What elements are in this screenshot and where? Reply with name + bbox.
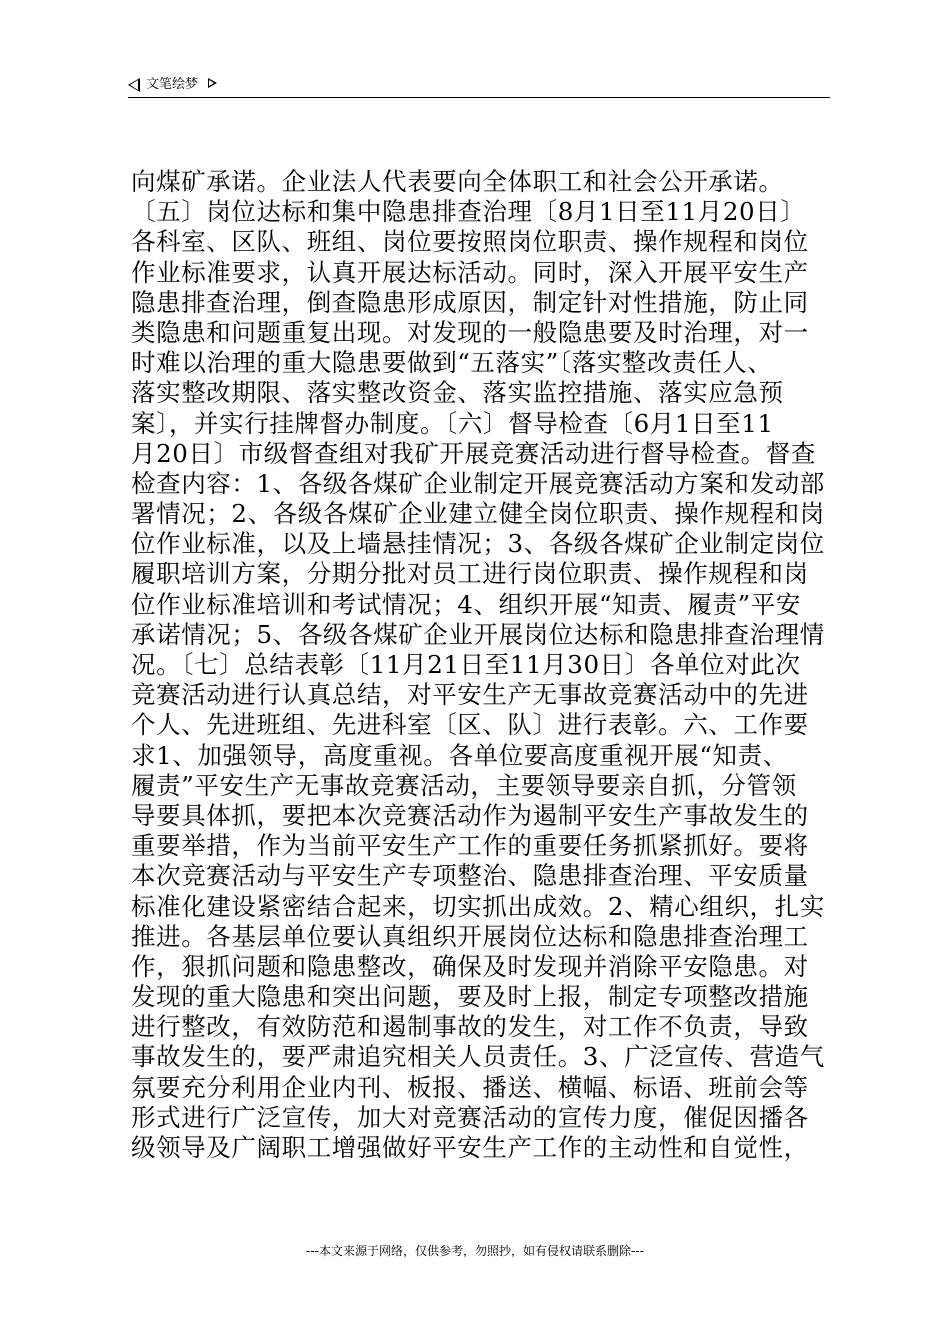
text-line: 月20日〕市级督查组对我矿开展竞赛活动进行督导检查。督查 bbox=[131, 438, 816, 468]
text-line: 落实整改期限、落实整改资金、落实监控措施、落实应急预 bbox=[131, 378, 784, 408]
text-line: 案〕，并实行挂牌督办制度。〔六〕督导检查〔6月1日至11 bbox=[131, 408, 774, 438]
triangle-left-icon bbox=[128, 78, 140, 92]
text-line: 履职培训方案，分期分批对员工进行岗位职责、操作规程和岗 bbox=[131, 559, 809, 589]
text-line: 位作业标准培训和考试情况；4、组织开展“知责、履责”平安 bbox=[131, 589, 801, 619]
text-line: 导要具体抓，要把本次竞赛活动作为遏制平安生产事故发生的 bbox=[131, 800, 809, 830]
text-line: 求1、加强领导，高度重视。各单位要高度重视开展“知责、 bbox=[131, 740, 788, 770]
text-line: 署情况；2、各级各煤矿企业建立健全岗位职责、操作规程和岗 bbox=[131, 499, 825, 529]
text-line: 发现的重大隐患和突出问题，要及时上报，制定专项整改措施 bbox=[131, 982, 809, 1012]
text-line: 隐患排查治理，倒查隐患形成原因，制定针对性措施，防止同 bbox=[131, 287, 809, 317]
document-body bbox=[131, 167, 831, 1163]
text-line: 进行整改，有效防范和遏制事故的发生，对工作不负责，导致 bbox=[131, 1012, 809, 1042]
text-line: 个人、先进班组、先进科室〔区、队〕进行表彰。六、工作要 bbox=[131, 710, 809, 740]
text-line: 各科室、区队、班组、岗位要按照岗位职责、操作规程和岗位 bbox=[131, 227, 809, 257]
text-line: 向煤矿承诺。企业法人代表要向全体职工和社会公开承诺。 bbox=[131, 167, 784, 196]
text-line: 作业标准要求，认真开展达标活动。同时，深入开展平安生产 bbox=[131, 257, 809, 287]
text-line: 级领导及广阔职工增强做好平安生产工作的主动性和自觉性， bbox=[131, 1133, 809, 1162]
text-line: 况。〔七〕总结表彰〔11月21日至11月30日〕各单位对此次 bbox=[131, 650, 801, 679]
text-line: 作，狠抓问题和隐患整改，确保及时发现并消除平安隐患。对 bbox=[131, 951, 809, 981]
text-line: 竞赛活动进行认真总结，对平安生产无事故竞赛活动中的先进 bbox=[131, 680, 809, 710]
text-line: 事故发生的，要严肃追究相关人员责任。3、广泛宣传、营造气 bbox=[131, 1042, 825, 1072]
text-line: 〔五〕岗位达标和集中隐患排查治理〔8月1日至11月20日〕 bbox=[131, 197, 806, 227]
text-line: 承诺情况；5、各级各煤矿企业开展岗位达标和隐患排查治理情 bbox=[131, 619, 825, 649]
triangle-right-icon bbox=[208, 78, 217, 88]
header-brand: 文笔绘梦 bbox=[146, 77, 199, 92]
header-divider bbox=[128, 97, 830, 98]
text-line: 重要举措，作为当前平安生产工作的重要任务抓紧抓好。要将 bbox=[131, 831, 809, 861]
text-line: 位作业标准，以及上墙悬挂情况；3、各级各煤矿企业制定岗位 bbox=[131, 529, 825, 559]
text-line: 类隐患和问题重复出现。对发现的一般隐患要及时治理，对一 bbox=[131, 317, 809, 347]
text-line: 本次竞赛活动与平安生产专项整治、隐患排查治理、平安质量 bbox=[131, 861, 809, 891]
page-footer: ---本文来源于网络，仅供参考，勿照抄，如有侵权请联系删除--- bbox=[306, 1244, 644, 1258]
text-line: 检查内容：1、各级各煤矿企业制定开展竞赛活动方案和发动部 bbox=[131, 468, 825, 498]
text-line: 时难以治理的重大隐患要做到“五落实”〔落实整改责任人、 bbox=[131, 348, 773, 378]
text-line: 氛要充分利用企业内刊、板报、播送、横幅、标语、班前会等 bbox=[131, 1072, 809, 1102]
text-line: 标准化建设紧密结合起来，切实抓出成效。2、精心组织，扎实 bbox=[131, 891, 825, 921]
text-line: 履责”平安生产无事故竞赛活动，主要领导要亲自抓，分管领 bbox=[131, 770, 797, 800]
text-line: 推进。各基层单位要认真组织开展岗位达标和隐患排查治理工 bbox=[131, 921, 809, 951]
text-line: 形式进行广泛宣传，加大对竞赛活动的宣传力度，催促因播各 bbox=[131, 1102, 809, 1132]
page-header bbox=[128, 74, 830, 96]
